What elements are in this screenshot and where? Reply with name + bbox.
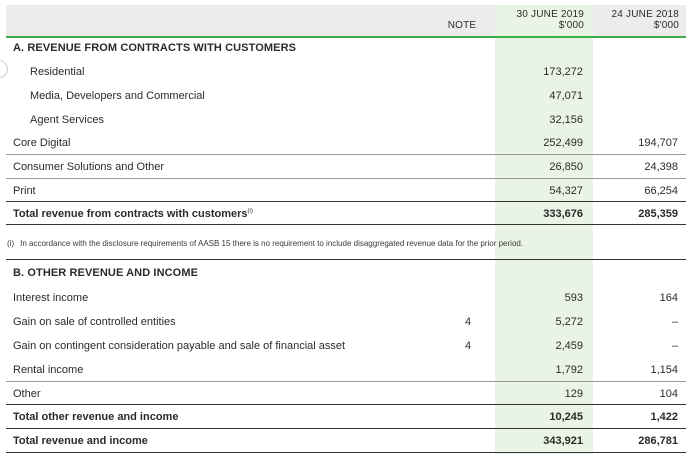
col-2018-header-unit: $'000 bbox=[653, 20, 679, 31]
row-value-2018: 286,781 bbox=[638, 435, 678, 447]
row-label: Total other revenue and income bbox=[13, 411, 179, 423]
row-value-2018: 1,154 bbox=[650, 364, 678, 376]
row-value-2018: – bbox=[671, 340, 678, 352]
table-row bbox=[6, 287, 686, 310]
row-label: Gain on contingent consideration payable and sale of financial asset bbox=[13, 340, 346, 352]
table-row bbox=[6, 383, 686, 406]
row-label: Print bbox=[13, 185, 36, 197]
section-a-title: A. REVENUE FROM CONTRACTS WITH CUSTOMERS bbox=[13, 42, 297, 54]
table-row bbox=[6, 109, 686, 132]
total-divider-bottom bbox=[6, 224, 686, 225]
row-note: 4 bbox=[464, 340, 472, 352]
footnote-text: In accordance with the disclosure requirements of AASB 15 there is no requirement to include disaggregated revenue data for the prior period. bbox=[20, 239, 524, 248]
table-row bbox=[6, 132, 686, 155]
table-row bbox=[6, 335, 686, 358]
note-column-header: NOTE bbox=[447, 20, 477, 31]
header-accent-rule bbox=[6, 36, 686, 38]
row-value-2018: 1,422 bbox=[650, 411, 678, 423]
row-value-2019: 2,459 bbox=[555, 340, 583, 352]
row-label: Other bbox=[13, 388, 41, 400]
total-row bbox=[6, 406, 686, 429]
row-value-2018: – bbox=[671, 316, 678, 328]
grand-total-divider bbox=[6, 452, 686, 453]
row-value-2018: 24,398 bbox=[644, 161, 678, 173]
row-label bbox=[13, 208, 253, 220]
footnote bbox=[7, 239, 523, 248]
footnote-reference: (i) bbox=[247, 208, 253, 215]
section-b-title: B. OTHER REVENUE AND INCOME bbox=[13, 267, 199, 279]
row-value-2018: 104 bbox=[659, 388, 678, 400]
total-row bbox=[6, 203, 686, 226]
row-value-2019: 593 bbox=[564, 292, 583, 304]
row-note: 4 bbox=[464, 316, 472, 328]
footnote-mark: (i) bbox=[7, 239, 15, 248]
row-value-2018: 194,707 bbox=[638, 137, 678, 149]
row-value-2019: 252,499 bbox=[543, 137, 583, 149]
table-row bbox=[6, 180, 686, 203]
row-value-2019: 5,272 bbox=[555, 316, 583, 328]
table-row bbox=[6, 156, 686, 179]
total-divider bbox=[6, 428, 686, 429]
row-value-2019: 173,272 bbox=[543, 66, 583, 78]
table-row bbox=[6, 311, 686, 334]
row-label: Interest income bbox=[13, 292, 89, 304]
col-2019-header-unit: $'000 bbox=[558, 20, 584, 31]
row-divider bbox=[6, 381, 686, 382]
row-value-2019: 129 bbox=[564, 388, 583, 400]
row-value-2019: 343,921 bbox=[543, 435, 583, 447]
row-label: Residential bbox=[30, 66, 85, 78]
row-value-2019: 47,071 bbox=[549, 90, 583, 102]
total-label-text: Total revenue from contracts with customers bbox=[13, 208, 248, 220]
row-value-2019: 10,245 bbox=[549, 411, 583, 423]
col-2018-header-date: 24 JUNE 2018 bbox=[611, 9, 679, 20]
row-label: Gain on sale of controlled entities bbox=[13, 316, 176, 328]
table-row bbox=[6, 61, 686, 84]
row-label: Rental income bbox=[13, 364, 84, 376]
row-divider bbox=[6, 154, 686, 155]
row-value-2018: 164 bbox=[659, 292, 678, 304]
grand-total-row bbox=[6, 430, 686, 453]
row-value-2019: 54,327 bbox=[549, 185, 583, 197]
row-value-2018: 66,254 bbox=[644, 185, 678, 197]
row-value-2019: 26,850 bbox=[549, 161, 583, 173]
row-label: Agent Services bbox=[30, 114, 104, 126]
row-divider bbox=[6, 178, 686, 179]
row-label: Media, Developers and Commercial bbox=[30, 90, 205, 102]
col-2019-header-date: 30 JUNE 2019 bbox=[516, 9, 584, 20]
row-value-2019: 333,676 bbox=[543, 208, 583, 220]
row-label: Core Digital bbox=[13, 137, 71, 149]
table-row bbox=[6, 85, 686, 108]
total-divider bbox=[6, 201, 686, 202]
row-value-2019: 32,156 bbox=[549, 114, 583, 126]
table-row bbox=[6, 359, 686, 382]
total-divider bbox=[6, 404, 686, 405]
row-value-2019: 1,792 bbox=[555, 364, 583, 376]
row-label: Total revenue and income bbox=[13, 435, 148, 447]
section-b-top-rule bbox=[6, 259, 686, 260]
row-value-2018: 285,359 bbox=[638, 208, 678, 220]
row-label: Consumer Solutions and Other bbox=[13, 161, 165, 173]
